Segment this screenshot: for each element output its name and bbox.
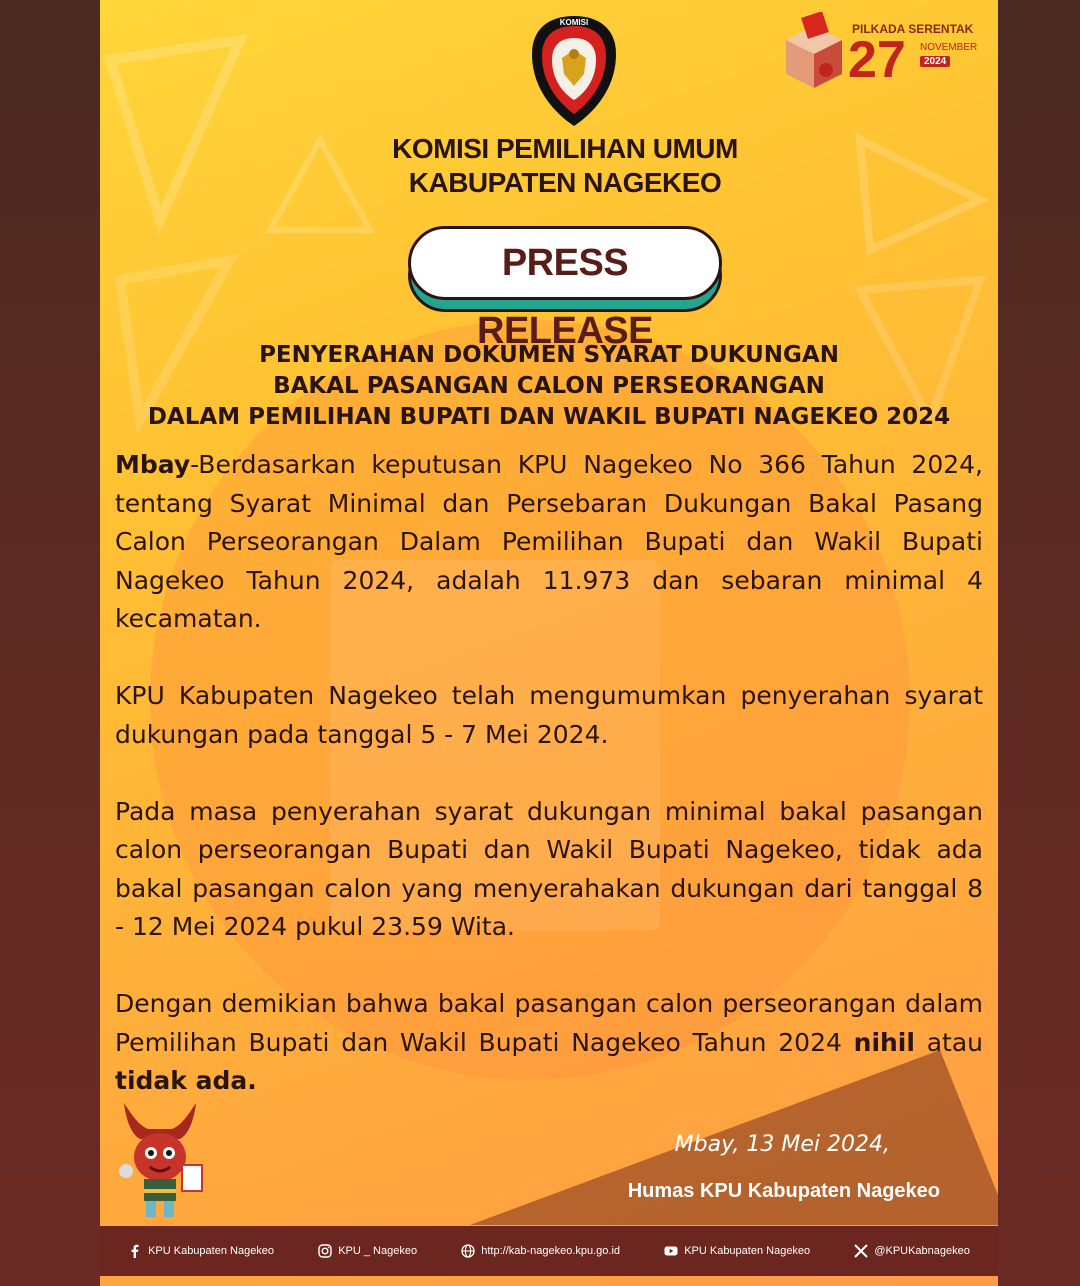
press-release-body [115,446,983,1101]
footer-facebook[interactable]: KPU Kabupaten Nagekeo [128,1244,274,1258]
signoff-organization: Humas KPU Kabupaten Nagekeo [627,1180,940,1202]
organization-title [100,132,998,200]
body-paragraph-2: KPU Kabupaten Nagekeo telah mengumumkan penyerahan syarat dukungan pada tanggal 5 - 7 Mei 2024. [115,681,983,749]
pilkada-serentak-badge [780,12,992,92]
press-release-badge: PRESS RELEASE [408,226,722,300]
press-release-poster [100,0,998,1286]
facebook-icon [128,1244,142,1258]
body-location: Mbay [115,450,191,479]
headline-line-1: PENYERAHAN DOKUMEN SYARAT DUKUNGAN [259,342,839,368]
body-paragraph-1: Mbay-Berdasarkan keputusan KPU Nagekeo No 366 Tahun 2024, tentang Syarat Minimal dan Persebaran Dukungan Bakal Pasang Calon Perseorangan Dalam Pemilihan Bupati dan Wakil Bupati Nagekeo Tahun 2024, adalah 11.973 dan sebaran minimal 4 kecamatan. [115,450,983,633]
body-paragraph-4: Dengan demikian bahwa bakal pasangan calon perseorangan dalam Pemilihan Bupati dan Wakil Bupati Nagekeo Tahun 2024 nihil atau tidak ada. [115,989,983,1095]
footer-youtube[interactable]: KPU Kabupaten Nagekeo [664,1244,810,1258]
headline-line-3: DALAM PEMILIHAN BUPATI DAN WAKIL BUPATI NAGEKEO 2024 [147,404,951,430]
headline-line-2: BAKAL PASANGAN CALON PERSEORANGAN [273,373,825,399]
org-line-1: KOMISI PEMILIHAN UMUM [392,133,738,164]
mascot-character-icon [110,1095,210,1225]
footer-x[interactable]: @KPUKabnagekeo [854,1244,970,1258]
footer-website[interactable]: http://kab-nagekeo.kpu.go.id [461,1244,620,1258]
x-icon [854,1244,868,1258]
pilkada-month: NOVEMBER [920,42,978,53]
signoff-date: Mbay, 13 Mei 2024, [674,1132,890,1157]
svg-text:KOMISI: KOMISI [559,18,589,27]
youtube-icon [664,1244,678,1258]
ballot-box-icon [780,12,846,92]
pilkada-year: 2024 [920,56,950,67]
globe-icon [461,1244,475,1258]
org-line-2: KABUPATEN NAGEKEO [408,167,722,198]
pilkada-day: 27 [848,31,906,89]
instagram-icon [318,1244,332,1258]
footer-instagram[interactable]: KPU _ Nagekeo [318,1244,417,1258]
body-paragraph-3: Pada masa penyerahan syarat dukungan minimal bakal pasangan calon perseorangan Bupati dan Wakil Bupati Nagekeo, tidak ada bakal pasangan calon yang menyerahakan dukungan dari tanggal 8 - 12 Mei 2024 pukul 23.59 Wita. [115,796,983,941]
social-footer [100,1226,998,1276]
pilkada-label: PILKADA SERENTAK [852,22,974,36]
kpu-garuda-logo-icon [528,14,620,128]
headline [100,340,998,433]
